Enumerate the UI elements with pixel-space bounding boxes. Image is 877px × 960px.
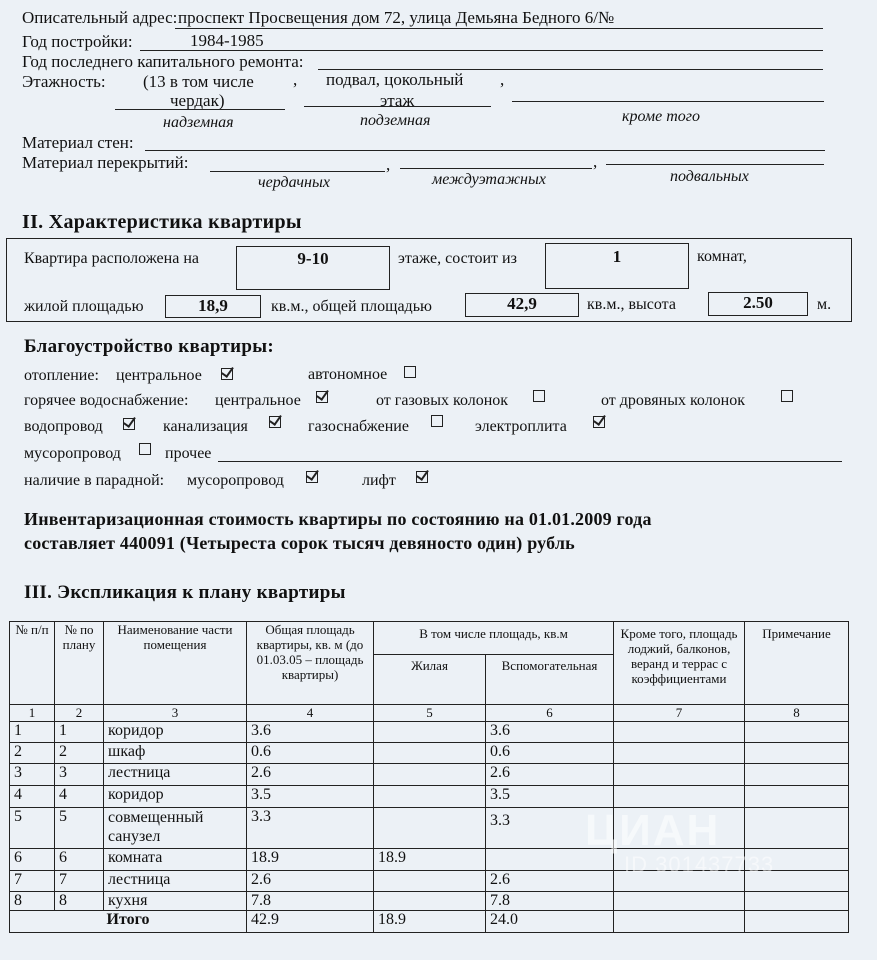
- hot-water-central-label: центральное: [215, 392, 301, 409]
- cell-name: шкаф: [104, 743, 247, 764]
- stove-checkbox[interactable]: [593, 416, 605, 428]
- floors-under-underline: [304, 106, 491, 107]
- living-value: 18,9: [165, 295, 261, 318]
- cell-living: [374, 743, 486, 764]
- cell-aux: 7.8: [486, 892, 614, 911]
- floors-above-value-1: (13 в том числе: [143, 72, 254, 91]
- header-n: № п/п: [10, 622, 55, 705]
- header-living: Жилая: [374, 655, 486, 705]
- col-number: 3: [104, 705, 247, 722]
- table-row: [10, 892, 849, 911]
- elevator-label: лифт: [362, 472, 396, 489]
- chute-label: мусоропровод: [24, 445, 121, 462]
- stove-label: электроплита: [475, 418, 567, 435]
- wood-heaters-checkbox[interactable]: [781, 390, 793, 402]
- ceilings-label: Материал перекрытий:: [22, 153, 189, 172]
- header-auxiliary: Вспомогательная: [486, 655, 614, 705]
- cell-n: 1: [10, 722, 55, 743]
- cap-under: подземная: [360, 112, 431, 129]
- cell-aux: 3.3: [486, 808, 614, 849]
- other-underline: [218, 461, 842, 462]
- consists-label: этаже, состоит из: [398, 250, 517, 267]
- floors-label: Этажность:: [22, 72, 106, 91]
- cell-notes: [745, 808, 849, 849]
- cell-living: [374, 764, 486, 786]
- cell-living: [374, 808, 486, 849]
- floors-except-underline: [512, 101, 824, 102]
- sewer-label: канализация: [163, 418, 248, 435]
- col-number: 4: [247, 705, 374, 722]
- cell-n: 6: [10, 849, 55, 871]
- ceilings-basement-underline: [606, 164, 824, 165]
- entrance-chute-label: мусоропровод: [187, 472, 284, 489]
- unit-m: м.: [817, 296, 832, 313]
- cell-plan: 3: [55, 764, 104, 786]
- year-value: 1984-1985: [190, 31, 264, 50]
- cell-notes: [745, 743, 849, 764]
- cap-basement: подвальных: [670, 168, 749, 185]
- cell-name: коридор: [104, 722, 247, 743]
- table-row: [10, 722, 849, 743]
- cell-total: 0.6: [247, 743, 374, 764]
- table-total-row: [10, 911, 849, 933]
- cell-plan: 2: [55, 743, 104, 764]
- address-label: Описательный адрес:: [22, 8, 178, 27]
- year-label: Год постройки:: [22, 32, 133, 51]
- header-notes: Примечание: [745, 622, 849, 705]
- cell-notes: [745, 786, 849, 808]
- floors-comma-2: ,: [500, 70, 505, 89]
- cell-name: совмещенный санузел: [104, 808, 247, 849]
- cell-aux: 2.6: [486, 871, 614, 892]
- col-number: 6: [486, 705, 614, 722]
- cell-n: 5: [10, 808, 55, 849]
- water-label: водопровод: [24, 418, 103, 435]
- table-row: [10, 764, 849, 786]
- cell-notes: [745, 722, 849, 743]
- ceilings-inter-underline: [400, 168, 592, 169]
- cell-total: 3.5: [247, 786, 374, 808]
- cell-extra: [614, 743, 745, 764]
- cell-extra: [614, 722, 745, 743]
- cell-total: 3.6: [247, 722, 374, 743]
- valuation-line-2: составляет 440091 (Четыреста сорок тысяч девяносто один) рубль: [24, 533, 575, 553]
- heating-label: отопление:: [24, 367, 99, 384]
- heating-central-label: центральное: [116, 367, 202, 384]
- cell-plan: 8: [55, 892, 104, 911]
- other-label: прочее: [165, 445, 212, 462]
- elevator-checkbox[interactable]: [416, 471, 428, 483]
- total-living: 18.9: [374, 911, 486, 933]
- height-value: 2.50: [708, 292, 808, 316]
- floors-under-value-1: подвал, цокольный: [326, 70, 464, 89]
- table-header-row: [10, 622, 849, 655]
- floors-above-underline: [115, 109, 285, 110]
- ceilings-comma-1: ,: [386, 155, 391, 174]
- heating-central-checkbox[interactable]: [221, 368, 233, 380]
- living-label: жилой площадью: [24, 298, 144, 315]
- ceilings-attic-underline: [210, 171, 385, 172]
- table-row: [10, 808, 849, 849]
- cell-total: 3.3: [247, 808, 374, 849]
- table-row: [10, 743, 849, 764]
- total-notes: [745, 911, 849, 933]
- cell-extra: [614, 764, 745, 786]
- cell-extra: [614, 786, 745, 808]
- entrance-chute-checkbox[interactable]: [306, 471, 318, 483]
- total-label: кв.м., общей площадью: [271, 298, 432, 315]
- cell-n: 7: [10, 871, 55, 892]
- header-plan: № по плану: [55, 622, 104, 705]
- cap-except: кроме того: [622, 108, 700, 125]
- cell-total: 18.9: [247, 849, 374, 871]
- header-extra-area: Кроме того, площадь лоджий, балконов, веранд и террас с коэффициентами: [614, 622, 745, 705]
- total-value: 42,9: [465, 293, 579, 317]
- hot-water-label: горячее водоснабжение:: [24, 392, 189, 409]
- floors-above-value-2: чердак): [170, 91, 225, 110]
- rooms-value: 1: [545, 243, 689, 289]
- wood-heaters-label: от дровяных колонок: [601, 392, 746, 409]
- cell-living: [374, 786, 486, 808]
- cell-notes: [745, 764, 849, 786]
- address-value: проспект Просвещения дом 72, улица Демьяна Бедного 6/№: [178, 8, 615, 27]
- section3-title: III. Экспликация к плану квартиры: [24, 582, 346, 603]
- cap-inter: междуэтажных: [432, 171, 546, 188]
- header-total-area: Общая площадь квартиры, кв. м (до 01.03.05 – площадь квартиры): [247, 622, 374, 705]
- gas-checkbox[interactable]: [431, 415, 443, 427]
- cell-extra: [614, 892, 745, 911]
- total-area: 42.9: [247, 911, 374, 933]
- height-label: кв.м., высота: [587, 296, 676, 313]
- heating-autonomous-checkbox[interactable]: [404, 366, 416, 378]
- cell-total: 2.6: [247, 764, 374, 786]
- hot-water-central-checkbox[interactable]: [316, 391, 328, 403]
- gas-heaters-checkbox[interactable]: [533, 390, 545, 402]
- cell-name: лестница: [104, 871, 247, 892]
- valuation-line-1: Инвентаризационная стоимость квартиры по состоянию на 01.01.2009 года: [24, 509, 652, 529]
- header-including-area: В том числе площадь, кв.м: [374, 622, 614, 655]
- col-number: 1: [10, 705, 55, 722]
- floors-under-value-2: этаж: [380, 91, 415, 110]
- total-label: Итого: [10, 911, 247, 933]
- cell-living: [374, 722, 486, 743]
- cell-name: кухня: [104, 892, 247, 911]
- water-checkbox[interactable]: [123, 418, 135, 430]
- col-number: 5: [374, 705, 486, 722]
- cell-notes: [745, 892, 849, 911]
- gas-heaters-label: от газовых колонок: [376, 392, 509, 409]
- cell-living: [374, 892, 486, 911]
- explication-table: [9, 621, 849, 933]
- watermark-id: ID 301437733: [624, 852, 775, 877]
- year-underline: [140, 50, 823, 51]
- section2-title: II. Характеристика квартиры: [22, 211, 302, 233]
- cell-plan: 6: [55, 849, 104, 871]
- cell-total: 2.6: [247, 871, 374, 892]
- cell-n: 8: [10, 892, 55, 911]
- col-number: 2: [55, 705, 104, 722]
- heating-autonomous-label: автономное: [308, 366, 388, 383]
- cap-above: надземная: [163, 114, 234, 131]
- cell-aux: 3.6: [486, 722, 614, 743]
- watermark-logo: ЦИАН: [585, 806, 721, 855]
- entrance-label: наличие в парадной:: [24, 472, 165, 489]
- chute-checkbox[interactable]: [139, 443, 151, 455]
- cell-aux: 0.6: [486, 743, 614, 764]
- cell-aux: 2.6: [486, 764, 614, 786]
- cell-living: 18.9: [374, 849, 486, 871]
- col-number: 7: [614, 705, 745, 722]
- cell-name: лестница: [104, 764, 247, 786]
- sewer-checkbox[interactable]: [269, 416, 281, 428]
- cell-n: 2: [10, 743, 55, 764]
- floors-comma-1: ,: [293, 70, 298, 89]
- cap-attic: чердачных: [258, 174, 330, 191]
- rooms-suffix: комнат,: [697, 248, 747, 265]
- table-column-numbers-row: [10, 705, 849, 722]
- amenities-title: Благоустройство квартиры:: [24, 336, 275, 357]
- ceilings-comma-2: ,: [593, 152, 598, 171]
- cell-plan: 5: [55, 808, 104, 849]
- cell-n: 4: [10, 786, 55, 808]
- cell-name: комната: [104, 849, 247, 871]
- cell-plan: 1: [55, 722, 104, 743]
- cell-plan: 7: [55, 871, 104, 892]
- col-number: 8: [745, 705, 849, 722]
- repair-label: Год последнего капитального ремонта:: [22, 52, 304, 71]
- total-extra: [614, 911, 745, 933]
- cell-aux: 3.5: [486, 786, 614, 808]
- gas-label: газоснабжение: [308, 418, 409, 435]
- address-underline: [175, 28, 823, 29]
- cell-n: 3: [10, 764, 55, 786]
- cell-name: коридор: [104, 786, 247, 808]
- walls-underline: [145, 150, 825, 151]
- walls-label: Материал стен:: [22, 133, 134, 152]
- floor-value: 9-10: [236, 246, 390, 290]
- total-aux: 24.0: [486, 911, 614, 933]
- located-label: Квартира расположена на: [24, 250, 199, 267]
- table-row: [10, 786, 849, 808]
- cell-plan: 4: [55, 786, 104, 808]
- cell-living: [374, 871, 486, 892]
- cell-total: 7.8: [247, 892, 374, 911]
- header-name: Наименование части помещения: [104, 622, 247, 705]
